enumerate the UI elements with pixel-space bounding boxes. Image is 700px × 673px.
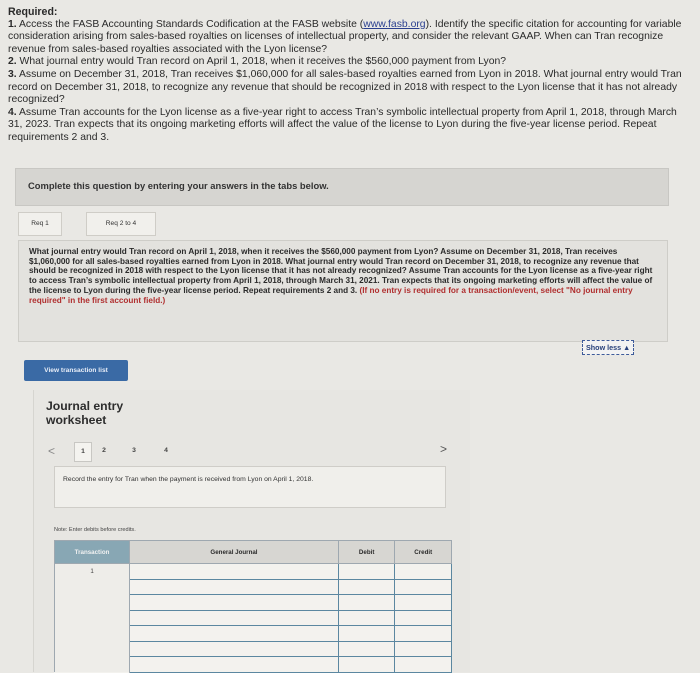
requirement-4: 4. Assume Tran accounts for the Lyon license as a five-year right to access Tran’s symbolic intellectual property from April 1, 2018, through March 31, 2023. Tran expects that its ongoing marketing efforts will affect the value of the license to Lyon during the five-year license period. Repeat requirements 2 and 3. xyxy=(8,106,677,143)
record-instruction-text: Record the entry for Tran when the payment is received from Lyon on April 1, 2018. xyxy=(63,476,314,483)
requirement-1: 1. Access the FASB Accounting Standards Codification at the FASB website (www.fasb.org). Identify the specific citation for accounting for variable consideration arising from sales-based royalties on licenses of intellectual property, and consider the relevant GAAP. When can Tran recognize revenue from sales-based royalties associated with the Lyon license? xyxy=(8,18,682,55)
account-select[interactable] xyxy=(130,579,339,595)
table-row xyxy=(55,641,452,657)
table-row xyxy=(55,610,452,626)
debit-input[interactable] xyxy=(338,657,395,673)
credit-input[interactable] xyxy=(395,610,452,626)
transaction-cell xyxy=(55,610,130,626)
account-select[interactable] xyxy=(130,610,339,626)
account-select[interactable] xyxy=(130,564,339,580)
show-less-button[interactable]: Show less ▲ xyxy=(582,340,634,355)
debit-input[interactable] xyxy=(338,626,395,642)
page-2[interactable]: 2 xyxy=(102,447,106,454)
account-select[interactable] xyxy=(130,626,339,642)
fasb-link[interactable]: www.fasb.org xyxy=(363,18,426,30)
credit-input[interactable] xyxy=(395,641,452,657)
credit-input[interactable] xyxy=(395,595,452,611)
requirements-block xyxy=(8,6,692,145)
required-title: Required: xyxy=(8,6,58,18)
debit-input[interactable] xyxy=(338,564,395,580)
complete-question-text: Complete this question by entering your answers in the tabs below. xyxy=(28,180,329,191)
col-transaction: Transaction xyxy=(55,541,130,564)
debit-input[interactable] xyxy=(338,579,395,595)
account-select[interactable] xyxy=(130,641,339,657)
credit-input[interactable] xyxy=(395,657,452,673)
table-row xyxy=(55,595,452,611)
account-select[interactable] xyxy=(130,657,339,673)
debit-input[interactable] xyxy=(338,595,395,611)
debit-input[interactable] xyxy=(338,610,395,626)
journal-entry-worksheet xyxy=(33,390,470,672)
credit-input[interactable] xyxy=(395,564,452,580)
table-row xyxy=(55,657,452,673)
record-instruction-box xyxy=(54,466,446,508)
account-select[interactable] xyxy=(130,595,339,611)
tab-req-1[interactable]: Req 1 xyxy=(18,212,62,236)
transaction-cell xyxy=(55,579,130,595)
transaction-cell xyxy=(55,641,130,657)
col-credit: Credit xyxy=(395,541,452,564)
table-row xyxy=(55,626,452,642)
view-transaction-list-button[interactable]: View transaction list xyxy=(24,360,128,381)
page-3[interactable]: 3 xyxy=(132,447,136,454)
transaction-cell xyxy=(55,626,130,642)
chevron-right-icon[interactable]: > xyxy=(440,442,448,456)
credit-input[interactable] xyxy=(395,579,452,595)
instructions-note: (If no entry is required for a transaction/event, select "No journal entry required" in the first account field.) xyxy=(29,285,633,305)
credit-input[interactable] xyxy=(395,626,452,642)
col-debit: Debit xyxy=(338,541,395,564)
page-4[interactable]: 4 xyxy=(164,447,168,454)
transaction-number: 1 xyxy=(55,564,130,580)
col-general-journal: General Journal xyxy=(130,541,339,564)
journal-table xyxy=(54,540,452,673)
instructions-text: What journal entry would Tran record on April 1, 2018, when it receives the $560,000 payment from Lyon? Assume on December 31, 2018, Tran receives $1,060,000 for all sales-based royalties earned from Lyon in 2018. What journal entry would Tran record on December 31, 2018, to recognize any revenue that should be recognized in 2018 with respect to the Lyon license that it has not already recognized? Assume Tran accounts for the Lyon license as a five-year right to access Tran’s symbolic intellectual property from April 1, 2018, through March 31, 2021. Tran expects that its ongoing marketing efforts will affect the value of the license to Lyon during the five-year license period. Repeat requirements 2 and 3. (If no entry is required for a transaction/event, select "No journal entry required" in the first account field.) xyxy=(29,247,653,305)
debit-input[interactable] xyxy=(338,641,395,657)
tab-req-2-to-4[interactable]: Req 2 to 4 xyxy=(86,212,156,236)
debits-note: Note: Enter debits before credits. xyxy=(54,527,136,533)
instructions-panel xyxy=(18,240,668,342)
page-1[interactable]: 1 xyxy=(74,442,92,462)
requirement-2: 2. What journal entry would Tran record on April 1, 2018, when it receives the $560,000 payment from Lyon? xyxy=(8,56,507,68)
requirement-3: 3. Assume on December 31, 2018, Tran receives $1,060,000 for all sales-based royalties earned from Lyon in 2018. What journal entry would Tran record on December 31, 2018, to recognize any revenue that should be recognized in 2018 with respect to the Lyon license that it has not already recognized? xyxy=(8,68,682,106)
chevron-left-icon[interactable]: < xyxy=(48,444,56,458)
worksheet-title: Journal entry worksheet xyxy=(46,399,124,427)
transaction-cell xyxy=(55,657,130,673)
table-row xyxy=(55,579,452,595)
transaction-cell xyxy=(55,595,130,611)
table-row xyxy=(55,564,452,580)
complete-question-bar xyxy=(15,168,669,206)
